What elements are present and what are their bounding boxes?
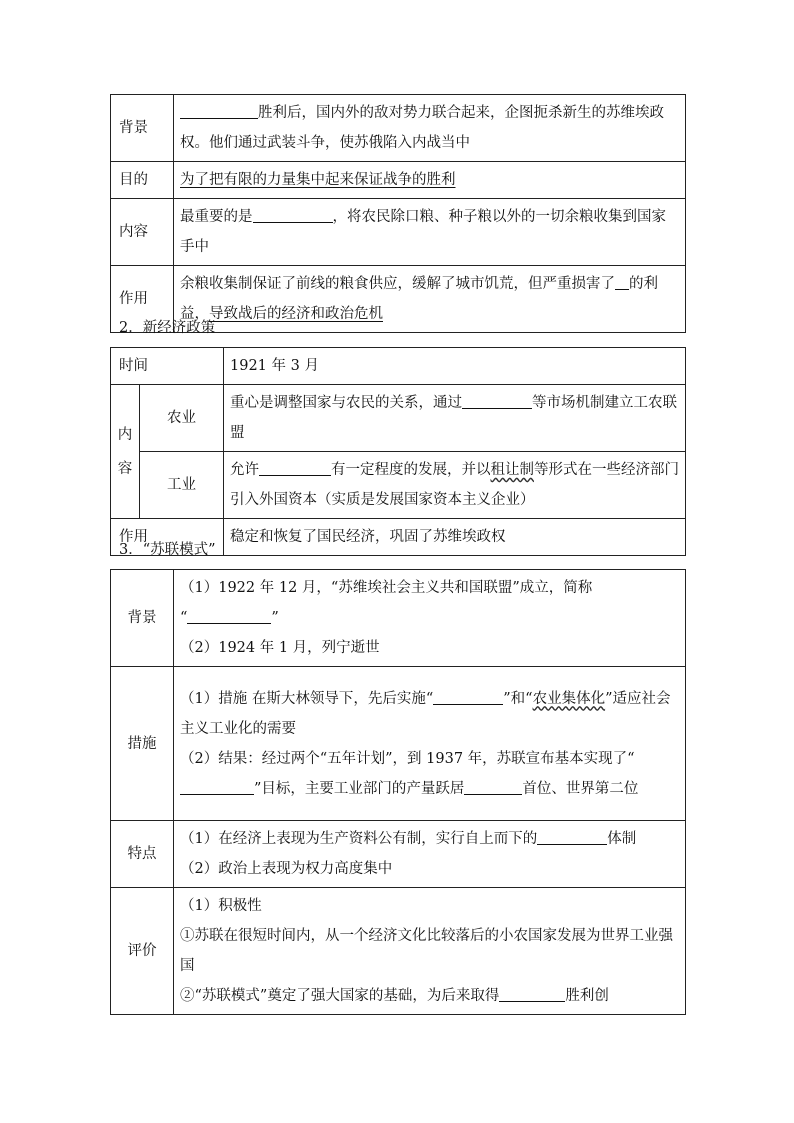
row-label-content: 内 容: [111, 385, 140, 519]
effect-cell: 余粮收集制保证了前线的粮食供应，缓解了城市饥荒，但严重损害了 的利益，导致战后的经济和政治危机: [174, 266, 686, 333]
purpose-cell: 为了把有限的力量集中起来保证战争的胜利: [174, 162, 686, 199]
fill-blank: [462, 394, 532, 410]
fill-blank: [615, 275, 629, 291]
row-label-effect: 作用: [111, 519, 224, 556]
measures-cell: （1）措施 在斯大林领导下，先后实施“ ”和“农业集体化”适应社会主义工业化的需要 （2）结果：经过两个“五年计划”，到 1937 年，苏联宣布基本实现了“”目标，主要工业部门的产量跃居 首位、世界第二位: [174, 667, 686, 821]
nep-table: [110, 347, 686, 556]
fill-blank: [537, 830, 607, 846]
row-label-time: 时间: [111, 348, 224, 385]
row-label-features: 特点: [111, 821, 174, 888]
background-cell: 胜利后，国内外的敌对势力联合起来，企图扼杀新生的苏维埃政权。他们通过武装斗争，使苏俄陷入内战当中: [174, 95, 686, 162]
time-cell: 1921 年 3 月: [224, 348, 686, 385]
row-label-evaluation: 评价: [111, 888, 174, 1015]
content-cell: 最重要的是 ，将农民除口粮、种子粮以外的一切余粮收集到国家手中: [174, 199, 686, 266]
row-label-background: 背景: [111, 570, 174, 667]
war-communism-table: [110, 94, 686, 333]
row-label-purpose: 目的: [111, 162, 174, 199]
fill-blank: [253, 208, 333, 224]
features-cell: （1）在经济上表现为生产资料公有制，实行自上而下的 体制 （2）政治上表现为权力高度集中: [174, 821, 686, 888]
background-cell: （1）1922 年 12 月，“苏维埃社会主义共和国联盟”成立，简称 “ ” （2）1924 年 1 月，列宁逝世: [174, 570, 686, 667]
soviet-model-table: [110, 569, 686, 1015]
row-label-background: 背景: [111, 95, 174, 162]
row-label-effect: 作用: [111, 266, 174, 333]
evaluation-cell: （1）积极性 ①苏联在很短时间内，从一个经济文化比较落后的小农国家发展为世界工业强国 ②“苏联模式”奠定了强大国家的基础，为后来取得 胜利创: [174, 888, 686, 1015]
fill-blank: [180, 104, 258, 120]
section-title-nep: 2．新经济政策: [119, 320, 216, 336]
agriculture-cell: 重心是调整国家与农民的关系，通过 等市场机制建立工农联盟: [224, 385, 686, 452]
fill-blank: [499, 987, 565, 1003]
row-label-industry: 工业: [140, 452, 224, 519]
fill-blank: [259, 461, 331, 477]
row-label-agriculture: 农业: [140, 385, 224, 452]
fill-blank: [433, 689, 503, 705]
section-title-soviet-model: 3．“苏联模式”: [119, 542, 216, 558]
industry-cell: 允许 有一定程度的发展，并以租让制等形式在一些经济部门引入外国资本（实质是发展国家资本主义企业）: [224, 452, 686, 519]
fill-blank: [187, 609, 271, 625]
fill-blank: [464, 779, 522, 795]
row-label-measures: 措施: [111, 667, 174, 821]
row-label-content: 内容: [111, 199, 174, 266]
fill-blank: [180, 779, 254, 795]
effect-cell: 稳定和恢复了国民经济，巩固了苏维埃政权: [224, 519, 686, 556]
